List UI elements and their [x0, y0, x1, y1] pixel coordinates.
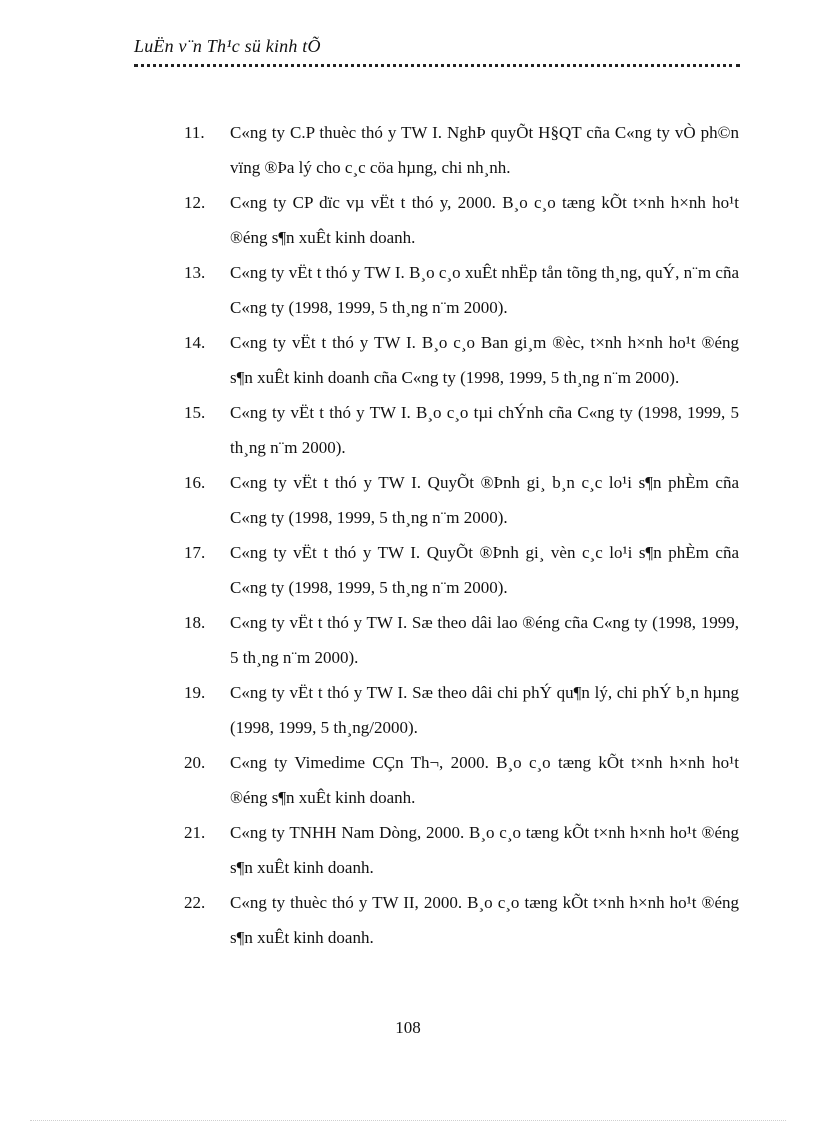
- list-item: [184, 115, 739, 185]
- footer-dotted-rule: [30, 1120, 786, 1121]
- reference-text: C«ng ty vËt t thó y TW I. B¸o c¸o xuÊt nhËp tån tõng th¸ng, quÝ, n¨m cña C«ng ty (1998, 1999, 5 th¸ng n¨m 2000).: [230, 263, 739, 317]
- list-item: [184, 745, 739, 815]
- reference-text: C«ng ty vËt t thó y TW I. B¸o c¸o Ban gi¸m ®èc, t×nh h×nh ho¹t ®éng s¶n xuÊt kinh doanh cña C«ng ty (1998, 1999, 5 th¸ng n¨m 2000).: [230, 333, 739, 387]
- reference-number: 11.: [184, 123, 205, 142]
- reference-number: 13.: [184, 263, 206, 282]
- reference-number: 19.: [184, 683, 206, 702]
- list-item: [184, 185, 739, 255]
- reference-number: 18.: [184, 613, 206, 632]
- list-item: [184, 395, 739, 465]
- reference-text: C«ng ty CP dïc vµ vËt t thó y, 2000. B¸o c¸o tæng kÕt t×nh h×nh ho¹t ®éng s¶n xuÊt kinh doanh.: [230, 193, 739, 247]
- list-item: [184, 605, 739, 675]
- reference-number: 12.: [184, 193, 206, 212]
- list-item: [184, 535, 739, 605]
- reference-text: C«ng ty vËt t thó y TW I. QuyÕt ®Þnh gi¸ vèn c¸c lo¹i s¶n phÈm cña C«ng ty (1998, 1999, 5 th¸ng n¨m 2000).: [230, 543, 739, 597]
- reference-text: C«ng ty vËt t thó y TW I. B¸o c¸o tµi chÝnh cña C«ng ty (1998, 1999, 5 th¸ng n¨m 2000).: [230, 403, 739, 457]
- page-header-title: LuËn v¨n Th¹c sü kinh tÕ: [134, 36, 321, 56]
- reference-text: C«ng ty thuèc thó y TW II, 2000. B¸o c¸o tæng kÕt t×nh h×nh ho¹t ®éng s¶n xuÊt kinh doanh.: [230, 893, 739, 947]
- reference-number: 16.: [184, 473, 206, 492]
- header-dotted-rule: [134, 64, 740, 67]
- reference-number: 15.: [184, 403, 206, 422]
- reference-text: C«ng ty vËt t thó y TW I. Sæ theo dâi lao ®éng cña C«ng ty (1998, 1999, 5 th¸ng n¨m 2000).: [230, 613, 739, 667]
- page-number: 108: [395, 1018, 421, 1037]
- list-item: [184, 465, 739, 535]
- reference-text: C«ng ty vËt t thó y TW I. Sæ theo dâi chi phÝ qu¶n lý, chi phÝ b¸n hµng (1998, 1999, 5 th¸ng/2000).: [230, 683, 739, 737]
- reference-list: [184, 115, 739, 955]
- reference-text: C«ng ty vËt t thó y TW I. QuyÕt ®Þnh gi¸ b¸n c¸c lo¹i s¶n phÈm cña C«ng ty (1998, 1999, 5 th¸ng n¨m 2000).: [230, 473, 739, 527]
- list-item: [184, 675, 739, 745]
- reference-number: 17.: [184, 543, 206, 562]
- reference-number: 22.: [184, 893, 206, 912]
- reference-text: C«ng ty Vimedime CÇn Th¬, 2000. B¸o c¸o tæng kÕt t×nh h×nh ho¹t ®éng s¶n xuÊt kinh doanh.: [230, 753, 739, 807]
- reference-number: 20.: [184, 753, 206, 772]
- reference-text: C«ng ty TNHH Nam Dòng, 2000. B¸o c¸o tæng kÕt t×nh h×nh ho¹t ®éng s¶n xuÊt kinh doanh.: [230, 823, 739, 877]
- list-item: [184, 885, 739, 955]
- reference-number: 14.: [184, 333, 206, 352]
- reference-text: C«ng ty C.P thuèc thó y TW I. NghÞ quyÕt H§QT cña C«ng ty vÒ ph©n vïng ®Þa lý cho c¸c cöa hµng, chi nh¸nh.: [230, 123, 739, 177]
- list-item: [184, 325, 739, 395]
- list-item: [184, 815, 739, 885]
- reference-number: 21.: [184, 823, 206, 842]
- list-item: [184, 255, 739, 325]
